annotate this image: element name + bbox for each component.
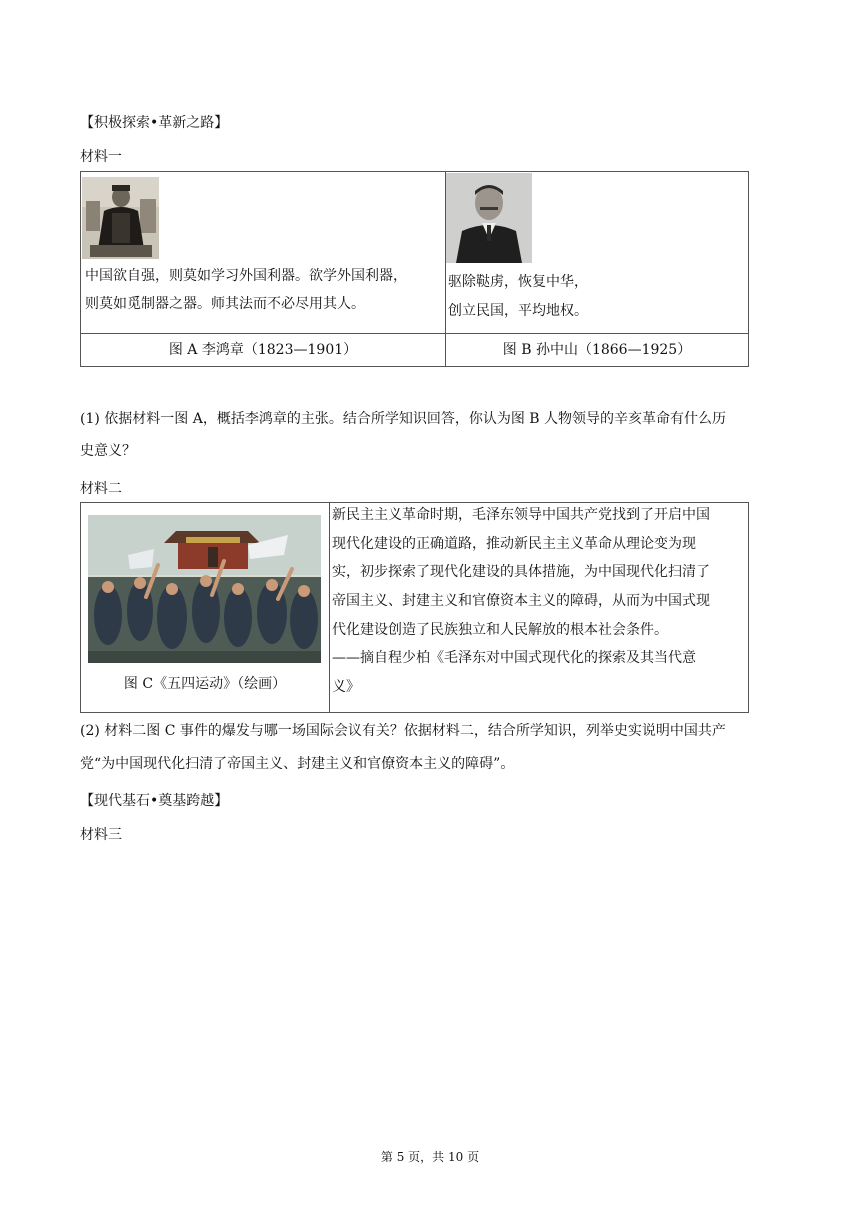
question-one-line: (1) 依据材料一图 A，概括李鸿章的主张。结合所学知识回答，你认为图 B 人物领导的辛亥革命有什么历 xyxy=(80,411,727,427)
quote-line: 创立民国，平均地权。 xyxy=(448,303,588,319)
quote-line: 中国欲自强，则莫如学习外国利器。欲学外国利器， xyxy=(85,268,407,284)
text-line: 实，初步探索了现代化建设的具体措施，为中国现代化扫清了 xyxy=(332,564,710,580)
question-one-line: 史意义？ xyxy=(80,443,136,459)
material-two-label: 材料二 xyxy=(80,481,122,497)
material-three-label: 材料三 xyxy=(80,827,122,843)
quote-line: 则莫如觅制器之器。师其法而不必尽用其人。 xyxy=(85,296,365,312)
question-two-line: 党“为中国现代化扫清了帝国主义、封建主义和官僚资本主义的障碍”。 xyxy=(80,756,515,772)
text-line: 新民主主义革命时期，毛泽东领导中国共产党找到了开启中国 xyxy=(332,507,710,523)
cell-sun-yatsen xyxy=(446,172,748,333)
cell-may-fourth xyxy=(81,503,329,712)
citation-line: ——摘自程少柏《毛泽东对中国式现代化的探索及其当代意 xyxy=(332,650,696,666)
caption-li-hongzhang: 图 A 李鸿章（1823—1901） xyxy=(168,342,358,358)
question-two-line: (2) 材料二图 C 事件的爆发与哪一场国际会议有关？依据材料二，结合所学知识，列举史实说明中国共产 xyxy=(80,723,726,739)
cell-li-hongzhang xyxy=(81,172,445,333)
page-footer: 第 5 页，共 10 页 xyxy=(380,1150,480,1164)
citation-line: 义》 xyxy=(332,679,360,695)
portrait-sun-yatsen-icon xyxy=(446,173,532,263)
section-heading-innovation: 【积极探索•革新之路】 xyxy=(80,115,229,131)
portrait-li-hongzhang-icon xyxy=(82,177,159,259)
may-fourth-painting-icon xyxy=(88,515,321,663)
text-line: 帝国主义、封建主义和官僚资本主义的障碍，从而为中国式现 xyxy=(332,593,710,609)
material-two-table xyxy=(80,502,749,713)
text-line: 现代化建设的正确道路，推动新民主主义革命从理论变为现 xyxy=(332,536,696,552)
caption-sun-yatsen: 图 B 孙中山（1866—1925） xyxy=(502,342,692,358)
section-heading-foundation: 【现代基石•奠基跨越】 xyxy=(80,793,229,809)
material-one-table xyxy=(80,171,749,367)
text-line: 代化建设创造了民族独立和人民解放的根本社会条件。 xyxy=(332,622,668,638)
material-one-label: 材料一 xyxy=(80,149,122,165)
cell-material-two-text xyxy=(330,503,748,712)
quote-line: 驱除鞑虏，恢复中华， xyxy=(448,274,588,290)
caption-may-fourth: 图 C《五四运动》（绘画） xyxy=(123,676,287,692)
